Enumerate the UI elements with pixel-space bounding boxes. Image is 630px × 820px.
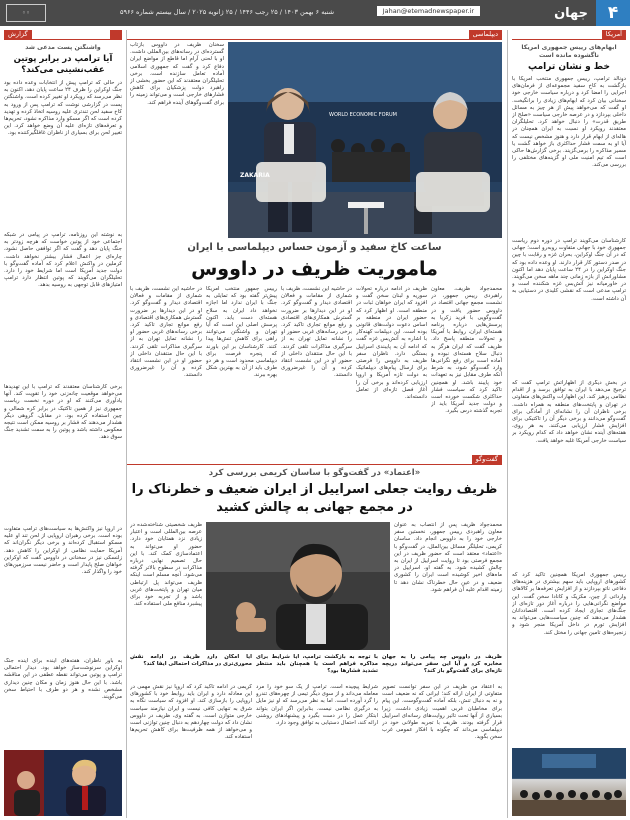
tag-rule: [127, 464, 502, 465]
right-headline: خط و نشان ترامپ: [528, 62, 610, 72]
interview-text-column-a: محمدجواد ظریف پس از انتصاب به عنوان معاون راهبردی رییس جمهور، نخستین سفر خارجی خود را به داووس انجام داد. ساسان کریمی، تحلیلگر مسائل بین‌الملل، در گفت‌وگو با «اعتماد» معتقد است که حضور ظریف در این مجمع فرصتی بود تا روایت اسراییل از ایران به چالش کشیده شود. به گفته او، اسراییل در ماه‌های اخیر کوشیده است ایران را کشوری ضعیف و در عین حال خطرناک نشان دهد تا زمینه اقدام علیه آن فراهم شود.: [394, 522, 502, 593]
right-body-1: دونالد ترامپ، رییس جمهوری منتخب آمریکا با بازگشت به کاخ سفید مجموعه‌ای از فرمان‌های اجرایی را امضا کرد و درباره سیاست خارجی خود سخنانی بیان کرد که ابهام‌های زیادی را برانگیخت. او گفت که می‌خواهد پیش از هر چیز به مسائل داخلی بپردازد و در عرصه خارجی سیاست «صلح از طریق قدرت» را دنبال خواهد کرد. تحلیلگران معتقدند رویکرد او نسبت به ایران همچنان در هاله‌ای از ابهام قرار دارد و هنوز مشخص نیست که آیا او به سمت فشار حداکثری باز خواهد گشت یا مسیر مذاکره را برمی‌گزیند. برخی گزارش‌ها حاکی است که تیم امنیت ملی او گزینه‌های مختلفی را بررسی می‌کند.: [512, 76, 626, 169]
section-email[interactable]: Jahan@etemadnewspaper.ir: [377, 6, 480, 16]
left-column-tag: [110, 30, 122, 39]
zarif-text-column-e2: در حاشیه این نشست، ظریف با شماری از مقامات و فعالان اقتصادی دیدار و گفت‌وگو کرد. او در این دیدارها بر ضرورت گسترش همکاری‌های اقتصادی و رفع موانع تجاری تاکید کرد. برخی رسانه‌های غربی حضور او را نشانه تمایل تهران به از سرگیری مذاکرات تلقی کردند. با این حال منتقدان داخلی از حضور او در این نشست انتقاد کرده و آن را غیرضروری دانستند.: [130, 286, 202, 379]
section-title: جهان: [554, 5, 588, 21]
interview-text-column-b: به اعتقاد من ظریف در این سفر توانست تصویر متفاوتی از ایران ارائه کند؛ ایرانی که نه ضعیف است و نه به دنبال تنش، بلکه آماده گفت‌وگوست. این پیام برای مخاطبان غربی اهمیت زیادی داشت، زیرا بسیاری از آنها تحت تاثیر روایت‌های رسانه‌ای اسراییل قرار گرفته بودند. ظریف با تجربه طولانی خود در دیپلماسی می‌داند که چگونه با افکار عمومی غرب سخن بگوید.: [382, 684, 502, 741]
right-body-2: کارشناسان می‌گویند ترامپ در دوره دوم ریاست جمهوری خود با جهانی متفاوت روبه‌رو است؛ جهانی که در آن جنگ اوکراین، بحران غزه و رقابت با چین در صدر دستور کار قرار دارند. او وعده داده بود که جنگ اوکراین را در ۲۴ ساعت پایان دهد اما اکنون مشاورانش از بازه زمانی چند ماهه سخن می‌گویند. در خاورمیانه نیز آتش‌بس غزه شکننده است و ترامپ مدعی است که نقشی کلیدی در دستیابی به آن داشته است.: [512, 238, 626, 302]
zarif-kicker: ساعت کاخ سفید و آزمون حساس دیپلماسی با ایران: [187, 242, 442, 253]
left-body-3: برخی کارشناسان معتقدند که ترامپ با این تهدیدها می‌خواهد موقعیت چانه‌زنی خود را تقویت کند. آنها یادآوری می‌کنند که او در دوره نخست ریاست جمهوری نیز از همین تاکتیک در برابر کره شمالی و چین استفاده کرده بود. در مقابل، گروهی دیگر هشدار می‌دهند که فشار بر روسیه ممکن است نتیجه معکوس داشته باشد و پوتین را به سمت تشدید جنگ سوق دهد.: [4, 384, 122, 441]
conference-photo-art: [512, 748, 626, 816]
left-body-5: به باور ناظران، هفته‌های آینده برای آینده جنگ اوکراین سرنوشت‌ساز خواهد بود. دیدار احتمالی ترامپ و پوتین می‌تواند نقطه عطفی در این مناقشه باشد. با این حال هنوز زمان و مکان چنین دیداری مشخص نشده و هر دو طرف با احتیاط سخن می‌گویند.: [4, 658, 122, 701]
davos-stage-art: [228, 42, 502, 238]
left-column-tag-label: گزارش: [4, 30, 32, 39]
interview-text-column-e: ظریف شخصیتی شناخته‌شده در عرصه بین‌المللی است و اعتبار زیادی نزد همتایان خود دارد. حضور او می‌تواند به اعتمادسازی کمک کند. با این حال تصمیم نهایی درباره مذاکرات در سطوح بالاتر گرفته می‌شود. آنچه مسلم است اینکه ظریف می‌تواند پل ارتباطی میان تهران و پایتخت‌های غربی باشد و از تجربه خود برای پیشبرد منافع ملی استفاده کند.: [130, 522, 202, 608]
interview-question-2: با توجه به بازگشت ترامپ، آیا شرایط برای مذاکره فراهم است یا همچنان باید منتظر تشدید فشارها بود؟: [256, 654, 378, 675]
left-headline: آیا ترامپ در برابر پوتین عقب‌نشینی می‌کند؟: [13, 54, 113, 75]
right-body-4: رییس جمهوری آمریکا همچنین تاکید کرد که کشورهای اروپایی باید سهم بیشتری در هزینه‌های دفاعی ناتو بپردازند و از افزایش تعرفه‌ها بر کالاهای وارداتی از چین، مکزیک و کانادا سخن گفت. این مواضع نگرانی‌هایی را درباره آغاز دور تازه‌ای از جنگ‌های تجاری ایجاد کرده است. اقتصاددانان هشدار می‌دهند که چنین سیاست‌هایی می‌تواند به افزایش تورم در داخل آمریکا منجر شود و زنجیره‌های تامین جهانی را مختل کند.: [512, 572, 626, 636]
right-column-tag: آمریکا: [602, 30, 626, 39]
stage-banner-wef: WORLD ECONOMIC FORUM: [329, 112, 397, 118]
interview-headline-line1: ظریف روایت جعلی اسراییل از ایران ضعیف و خطرناک را: [131, 482, 498, 497]
left-kicker: واشنگتن پست مدعی شد: [25, 44, 101, 51]
column-divider: [126, 30, 127, 818]
newspaper-logo-icon: ◦◦: [6, 4, 46, 22]
conference-photo: [512, 748, 626, 816]
interview-kicker: «اعتماد» در گفت‌وگو با ساسان کریمی بررسی کرد: [208, 468, 421, 478]
interview-headline-line2: در مجمع جهانی به چالش کشید: [216, 500, 413, 515]
stage-banner-zakaria: ZAKARIA: [240, 172, 270, 179]
sasan-karimi-photo: [206, 522, 390, 650]
interview-question-3: آیا امکان دارد ظریف در ادامه نقش محوری‌تری در مذاکرات احتمالی ایفا کند؟: [130, 654, 252, 668]
zarif-headline: ماموریت ظریف در داووس: [191, 258, 438, 280]
interview-text-column-c: شرایط پیچیده است. ترامپ از یک سو خود را مرد معامله می‌داند و از سوی دیگر تیمی از چهره‌های تندرو را گرد آورده است. اما به نظر می‌رسد که او نیز مایل به درگیری نظامی نیست. بنابراین اگر ایران بتواند ابتکار عمل را در دست بگیرد و پیشنهادهای روشنی ارائه کند، احتمال دستیابی به توافق وجود دارد.: [256, 684, 378, 727]
zarif-text-column-e: سخنان ظریف در داووس بازتاب گسترده‌ای در رسانه‌های بین‌المللی داشت. او با لحنی آرام اما قاطع از مواضع ایران دفاع کرد و گفت که جمهوری اسلامی آماده تعامل سازنده است. برخی تحلیلگران معتقدند که این حضور بخشی از راهبرد دولت پزشکیان برای کاهش فشارهای خارجی است و می‌تواند زمینه را برای گفت‌وگوهای آینده فراهم کند.: [130, 42, 224, 106]
interview-question-1: ظریف در داووس چه پیامی را به جهان مخابره کرد و آیا این سفر می‌تواند دریچه تازه‌ای برای گفت‌وگو باز کند؟: [382, 654, 502, 675]
masthead-bar: [0, 0, 630, 26]
zarif-davos-photo: [228, 42, 502, 238]
right-kicker: ابهام‌های رییس جمهوری آمریکا ناگشوده مانده است: [521, 44, 617, 59]
center-bottom-tag: گفت‌وگو: [472, 455, 502, 464]
karimi-portrait-art: [206, 522, 390, 650]
tag-rule: [127, 39, 502, 40]
zarif-text-column-c: در حاشیه این نشست، ظریف با شماری از مقامات و فعالان اقتصادی دیدار و گفت‌وگو کرد. او در این دیدارها بر ضرورت گسترش همکاری‌های اقتصادی و رفع موانع تجاری تاکید کرد. برخی رسانه‌های غربی حضور او را نشانه تمایل تهران به از سرگیری مذاکرات تلقی کردند. با این حال منتقدان داخلی از حضور او در این نشست انتقاد کرده و آن را غیرضروری دانستند.: [281, 286, 352, 379]
interview-text-column-d: کریمی در ادامه تاکید کرد که اروپا نیز نقش مهمی در این معادله دارد و ایران باید روابط خود با کشورهای اروپایی را بازسازی کند. او افزود که سیاست نگاه به شرق به تنهایی کافی نیست و ایران نیازمند سیاست خارجی متوازن است. به گفته وی، ظریف در داووس نشان داد که دولت چهاردهم به دنبال چنین توازنی است و می‌خواهد از همه ظرفیت‌ها برای کاهش تحریم‌ها استفاده کند.: [130, 684, 252, 741]
tag-rule: [4, 39, 122, 40]
zarif-text-column-d: رییس جمهور منتخب آمریکا پیش‌تر گفته بود که تمایلی به جنگ با ایران ندارد اما اجازه نخواهد داد ایران به سلاح هسته‌ای دست یابد. اکنون پرسش اصلی این است که آیا تهران و واشنگتن می‌توانند راهی برای کاهش تنش‌ها پیدا کنند. کارشناسان بر این باورند که پنجره فرصت برای دیپلماسی محدود است و هر دو طرف باید از آن به بهترین شکل بهره ببرند.: [206, 286, 277, 379]
left-body-1: در حالی که ترامپ پیش از انتخابات وعده داده بود جنگ اوکراین را ظرف ۲۴ ساعت پایان دهد، اکنون به نظر می‌رسد که رویکرد او تغییر کرده است. واشنگتن پست در گزارشی نوشت که ترامپ پس از ورود به کاخ سفید لحن تندتری علیه روسیه اتخاذ کرده و تهدید کرده است که اگر مسکو وارد مذاکره نشود، تحریم‌ها و تعرفه‌های تازه‌ای علیه آن وضع خواهد کرد. این تغییر لحن برای بسیاری از ناظران غافلگیرکننده بود.: [4, 80, 122, 137]
left-body-2: به نوشته این روزنامه، ترامپ در پیامی در شبکه اجتماعی خود از پوتین خواست که هرچه زودتر به جنگ پایان دهد و گفت که اگر توافقی حاصل نشود، چاره‌ای جز اعمال فشار بیشتر نخواهد داشت. کرملین در واکنش اعلام کرد که آماده گفت‌وگو با دولت جدید آمریکا است اما شرایط خود را دارد. تحلیلگران می‌گویند که پوتین انتظار دارد ترامپ امتیازهای قابل توجهی به روسیه بدهد.: [4, 232, 122, 289]
right-body-3: در بخش دیگری از اظهاراتش ترامپ گفت که ترجیح می‌دهد با ایران به توافق برسد و از اقدام نظامی پرهیز کند. این اظهارات واکنش‌های متفاوتی در تهران و پایتخت‌های منطقه به همراه داشت. برخی ناظران آن را نشانه‌ای از آمادگی برای گفت‌وگو می‌دانند و برخی دیگر آن را تاکتیکی برای افزایش فشار ارزیابی می‌کنند. به هر روی، هفته‌های آینده نشان خواهد داد که کدام رویکرد بر سیاست خارجی آمریکا غلبه خواهد یافت.: [512, 380, 626, 444]
dateline: شنبه ۶ بهمن ۱۴۰۳ / ۲۵ رجب ۱۴۴۶ / ۲۵ ژانویه ۲۰۲۵ / سال بیستم شماره ۵۹۶۶: [120, 8, 335, 16]
column-divider: [507, 30, 508, 818]
trump-putin-photo: [4, 750, 122, 816]
page-number: ۴: [596, 0, 630, 26]
left-body-4: در اروپا نیز واکنش‌ها به سیاست‌های ترامپ متفاوت بوده است. برخی رهبران اروپایی از لحن تند او علیه مسکو استقبال کرده‌اند و برخی دیگر نگران‌اند که آمریکا حمایت نظامی از اوکراین را کاهش دهد. زلنسکی نیز در سخنانی در داووس گفت که اوکراین خواهان صلح پایدار است و حاضر نیست سرزمین‌های خود را واگذار کند.: [4, 526, 122, 576]
center-top-tag: دیپلماسی: [469, 30, 502, 39]
zarif-text-column-a: محمدجواد ظریف، معاون راهبردی رییس جمهور، در نشست مجمع جهانی اقتصاد در داووس حضور یافت و در گفت‌وگویی با فرید زکریا به پرسش‌هایی درباره برنامه هسته‌ای ایران، روابط با آمریکا و تحولات منطقه پاسخ داد. ظریف گفت که ایران هرگز به دنبال سلاح هسته‌ای نبوده و آماده است برای رفع نگرانی‌ها وارد گفت‌وگو شود، به شرط آنکه طرف مقابل نیز به تعهدات خود پایبند باشد. او همچنین تاکید کرد که سیاست فشار حداکثری شکست خورده است و دولت جدید آمریکا باید از تجربه گذشته درس بگیرد.: [431, 286, 502, 415]
zarif-text-column-b: ظریف در ادامه درباره تحولات سوریه و لبنان سخن گفت و افزود که ایران خواهان ثبات در منطقه است. او اظهار کرد که حضور ایران در منطقه بر اساس دعوت دولت‌های قانونی بوده است. این دیپلمات کهنه‌کار با اشاره به آتش‌بس غزه گفت که ادامه آن به پایبندی اسراییل بستگی دارد. ناظران سفر ظریف به داووس را فرصتی برای ارسال پیام‌های دیپلماتیک به دولت تازه آمریکا و اروپا ارزیابی کرده‌اند و برخی آن را آغاز فصل تازه‌ای از تعامل دانسته‌اند.: [356, 286, 427, 401]
trump-photo-art: [4, 750, 122, 816]
tag-rule: [512, 39, 626, 40]
